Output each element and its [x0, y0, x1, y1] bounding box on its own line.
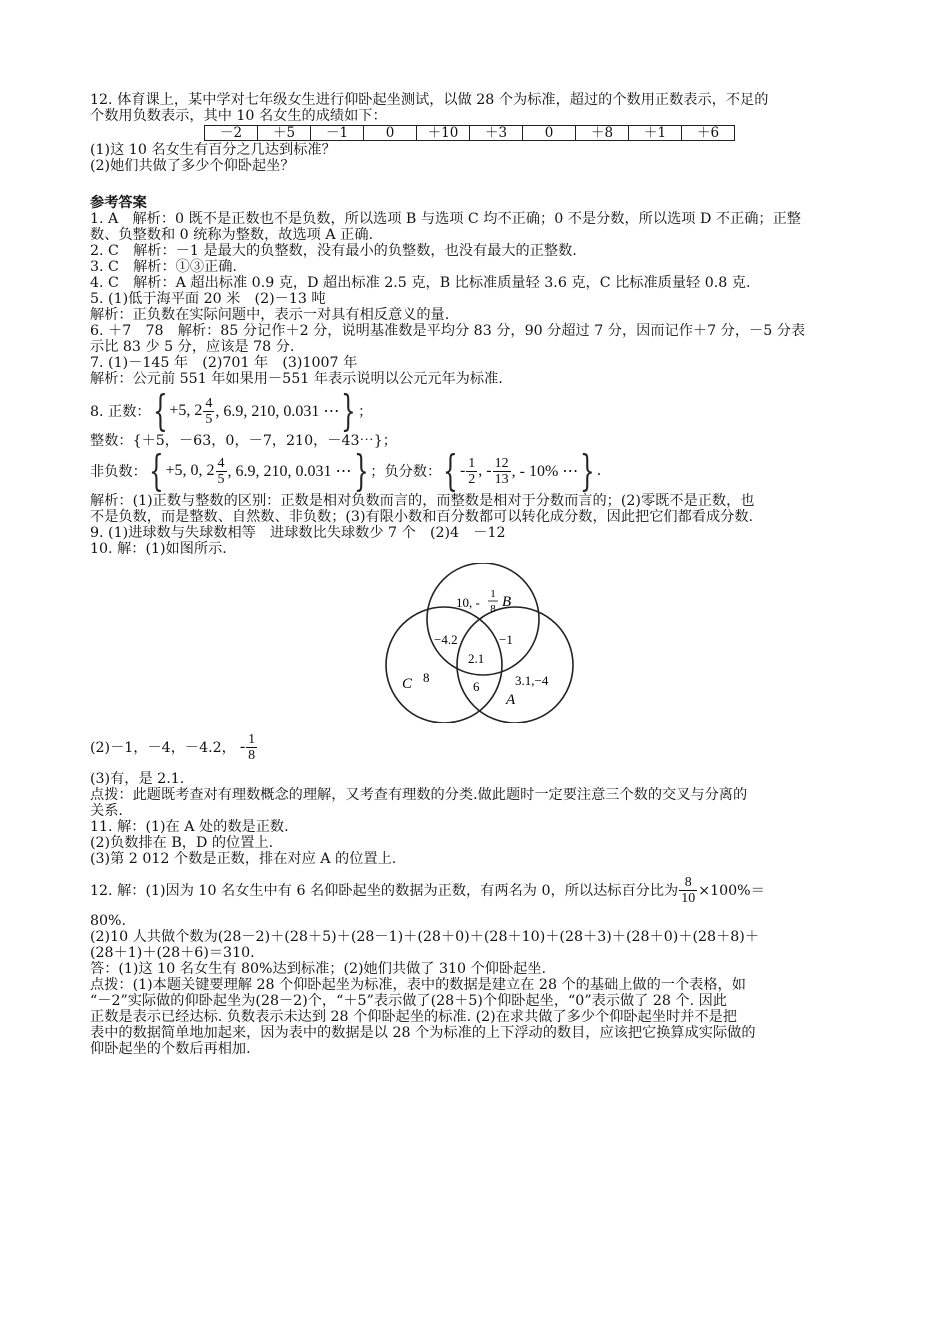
question-12-sub-1: (1)这 10 名女生有百分之几达到标准？ — [90, 142, 336, 158]
answer-5: 5. (1)低于海平面 20 米 (2)－13 吨 — [90, 291, 326, 307]
answer-12-line-1 — [90, 867, 860, 913]
answer-7: 7. (1)－145 年 (2)701 年 (3)1007 年 — [90, 355, 358, 371]
question-12-line-2: 个数用负数表示，其中 10 名女生的成绩如下： — [90, 108, 387, 124]
score-cell: ＋6 — [682, 126, 735, 141]
answer-4: 4. C 解析：A 超出标准 0.9 克，D 超出标准 2.5 克，B 比标准质量轻 3.6 克，C 比标准质量轻 0.8 克. — [90, 275, 751, 291]
answer-11-line-1: 11. 解：(1)在 A 处的数是正数. — [90, 819, 289, 835]
score-cell: －1 — [311, 126, 364, 141]
nonnegative-values-b: , 6.9, 210, 0.031 ⋯ — [227, 463, 352, 480]
minus-sign: - — [459, 462, 466, 479]
answer-12-line-5: 答：(1)这 10 名女生有 80%达到标准；(2)她们共做了 310 个仰卧起坐. — [90, 961, 547, 977]
score-cell: ＋1 — [629, 126, 682, 141]
venn-label-c: C — [402, 676, 413, 692]
answer-6-line-2: 示比 83 少 5 分，应该是 78 分. — [90, 339, 295, 355]
right-brace-icon: } — [580, 446, 595, 495]
score-cell: 0 — [364, 126, 417, 141]
answer-1-line-1: 1. A 解析：0 既不是正数也不是负数，所以选项 B 与选项 C 均不正确；0 不是分数，所以选项 D 不正确；正整 — [90, 211, 801, 227]
positive-values-a: +5, 2 — [169, 402, 203, 419]
venn-b-only-values: 10, - — [456, 595, 480, 610]
answer-12-text-tail: ×100%＝ — [698, 883, 765, 899]
comma-minus: , - — [478, 462, 492, 479]
venn-bc-value: −4.2 — [434, 632, 458, 647]
fraction: $\frac{8}{10}$ — [681, 874, 696, 906]
venn-label-b: B — [502, 594, 512, 610]
fraction: $\frac{4}{5}$ — [217, 455, 225, 487]
answer-11-line-3: (3)第 2 012 个数是正数，排在对应 A 的位置上. — [90, 851, 397, 867]
right-brace-icon: } — [353, 446, 369, 495]
question-12-line-1: 12. 体育课上，某中学对七年级女生进行仰卧起坐测试，以做 28 个为标准，超过的个数用正数表示，不足的 — [90, 92, 769, 108]
venn-c-only-value: 8 — [423, 670, 430, 685]
venn-center-value: 2.1 — [468, 651, 485, 666]
answer-10-tip-line-2: 关系. — [90, 803, 123, 819]
answer-12-tip-line-4: 表中的数据简单地加起来，因为表中的数据是以 28 个为标准的上下浮动的数目，应该把它换算成实际做的 — [90, 1025, 756, 1041]
question-12-sub-2: (2)她们共做了多少个仰卧起坐？ — [90, 158, 295, 174]
answer-3: 3. C 解析：①③正确. — [90, 259, 237, 275]
scores-table — [204, 125, 735, 141]
fraction: $\frac{1}{8}$ — [248, 731, 256, 763]
venn-label-a: A — [506, 692, 516, 708]
venn-a-only-values: 3.1,−4 — [515, 673, 549, 688]
answer-8-note-line-2: 不是负数，而是整数、自然数、非负数；(3)有限小数和百分数都可以转化成分数，因此把它们都看成分数. — [90, 509, 754, 525]
score-cell: 0 — [523, 126, 576, 141]
scores-row — [205, 126, 735, 141]
nonnegative-values-a: +5, 0, 2 — [165, 462, 215, 479]
answer-12-tip-line-3: 正数是表示已经达标. 负数表示未达到 28 个仰卧起坐的标准. (2)在求共做了多少个仰卧起坐时并不是把 — [90, 1009, 737, 1025]
answer-11-line-2: (2)负数排在 B，D 的位置上. — [90, 835, 274, 851]
venn-ac-value: 6 — [473, 679, 480, 694]
negative-values-tail: , - 10% ⋯ — [511, 463, 579, 480]
score-cell: ＋10 — [417, 126, 470, 141]
answer-10-heading: 10. 解：(1)如图所示. — [90, 541, 227, 557]
answer-10-part-2 — [90, 723, 860, 771]
answer-8-nonnegative-set — [90, 446, 860, 495]
answer-5-note: 解析：正负数在实际问题中，表示一对具有相反意义的量. — [90, 307, 450, 323]
answer-8-note-line-1: 解析：(1)正数与整数的区别：正数是相对负数而言的，而整数是相对于分数而言的；(2)零既不是正数，也 — [90, 493, 755, 509]
answer-12-tip-line-1: 点拨：(1)本题关键要理解 28 个仰卧起坐为标准，表中的数据是建立在 28 个的基础上做的一个表格，如 — [90, 977, 746, 993]
answer-12-line-3: (2)10 人共做个数为(28－2)＋(28＋5)＋(28－1)＋(28＋0)＋(28＋10)＋(28＋3)＋(28＋0)＋(28＋8)＋ — [90, 929, 760, 945]
left-brace-icon: { — [443, 446, 458, 495]
score-cell: －2 — [205, 126, 258, 141]
circle-c — [386, 607, 502, 723]
answer-12-tip-line-2: “－2”实际做的仰卧起坐为(28－2)个，“＋5”表示做了(28＋5)个仰卧起坐，“0”表示做了 28 个. 因此 — [90, 993, 727, 1009]
answer-8-positive-set — [90, 386, 860, 435]
answer-8-positive-label: 8. 正数： — [90, 404, 151, 420]
answers-heading: 参考答案 — [90, 195, 147, 211]
venn-ab-value: −1 — [499, 632, 513, 647]
positive-values-b: , 6.9, 210, 0.031 ⋯ — [215, 403, 340, 420]
answer-9: 9. (1)进球数与失球数相等 进球数比失球数少 7 个 (2)4 －12 — [90, 525, 506, 541]
score-cell: ＋5 — [258, 126, 311, 141]
document-page — [90, 92, 860, 1057]
negative-fraction-label: ；负分数： — [370, 464, 442, 480]
left-brace-icon: { — [148, 446, 164, 495]
answer-2: 2. C 解析：－1 是最大的负整数，没有最小的负整数，也没有最大的正整数. — [90, 243, 577, 259]
answer-7-note: 解析：公元前 551 年如果用－551 年表示说明以公元元年为标准. — [90, 371, 503, 387]
left-brace-icon: { — [152, 386, 168, 435]
score-cell: ＋3 — [470, 126, 523, 141]
period: . — [597, 462, 601, 479]
answer-10-tip-line-1: 点拨：此题既考查对有理数概念的理解，又考查有理数的分类.做此题时一定要注意三个数的交叉与分离的 — [90, 787, 748, 803]
fraction: $\frac{1}{2}$ — [468, 455, 476, 487]
answer-10-part-3: (3)有，是 2.1. — [90, 771, 185, 787]
venn-diagram — [380, 563, 590, 723]
minus-sign: - — [239, 738, 246, 755]
venn-b-fraction-den: 8 — [490, 603, 496, 615]
venn-b-fraction-num: 1 — [490, 588, 496, 600]
answer-8-integer-set: 整数：{＋5，－63，0，－7，210，－43⋯}； — [90, 433, 397, 449]
fraction: $\frac{12}{13}$ — [494, 455, 509, 487]
answer-12-tip-line-5: 仰卧起坐的个数后再相加. — [90, 1041, 251, 1057]
answer-12-line-2: 80%. — [90, 913, 127, 929]
fraction: $\frac{4}{5}$ — [205, 395, 213, 427]
answer-12-text: 12. 解：(1)因为 10 名女生中有 6 名仰卧起坐的数据为正数，有两名为 0，所以达标百分比为 — [90, 883, 679, 899]
right-brace-icon: } — [341, 386, 357, 435]
answer-1-line-2: 数、负整数和 0 统称为整数，故选项 A 正确. — [90, 227, 374, 243]
answer-12-line-4: (28＋1)＋(28＋6)＝310. — [90, 945, 255, 961]
score-cell: ＋8 — [576, 126, 629, 141]
answer-10-part-2-text: (2)－1，－4，－4.2， — [90, 740, 236, 756]
semicolon: ； — [358, 404, 373, 420]
answer-6-line-1: 6. ＋7 78 解析：85 分记作＋2 分，说明基准数是平均分 83 分，90 分超过 7 分，因而记作＋7 分，－5 分表 — [90, 323, 806, 339]
nonnegative-label: 非负数： — [90, 464, 147, 480]
